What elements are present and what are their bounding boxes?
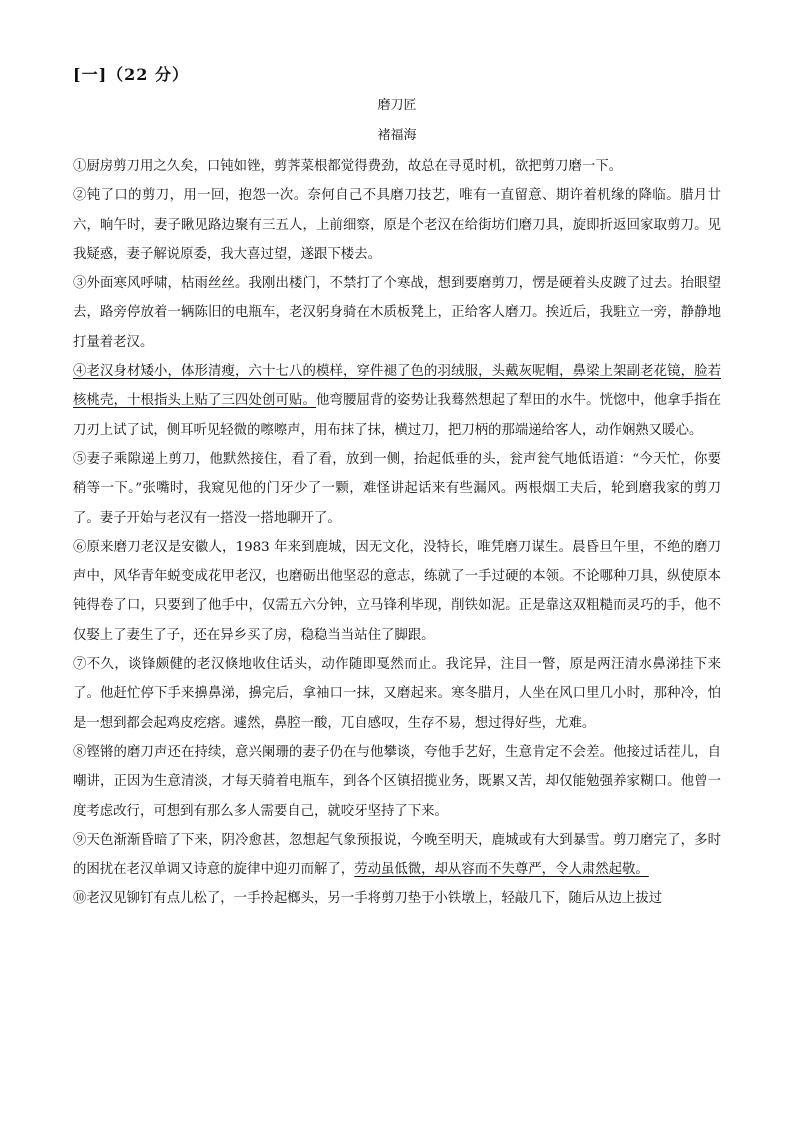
paragraph-1: ①厨房剪刀用之久矣，口钝如锉，剪荠菜根都觉得费劲，故总在寻觅时机，欲把剪刀磨一下。 bbox=[73, 159, 623, 174]
paragraph-2: ②钝了口的剪刀，用一回，抱怨一次。奈何自己不具磨刀技艺，唯有一直留意、期许着机缘的降临。腊月廿六，晌午时，妻子瞅见路边聚有三五人，上前细察，原是个老汉在给街坊们磨刀具，旋即折返回家取剪刀。见我疑惑，妻子解说原委，我大喜过望，遂跟下楼去。 bbox=[73, 188, 721, 262]
underlined-sentence-1: ④老汉身材矮小，体形清瘦，六十七八的模样，穿件褪了色的羽绒服，头戴灰呢帽，鼻梁上架副老花镜，脸若核桃壳，十根指头上贴了三四处创可贴。 bbox=[73, 364, 721, 409]
paragraph-8: ⑧铿锵的磨刀声还在持续，意兴阑珊的妻子仍在与他攀谈，夸他手艺好，生意肯定不会差。他接过话茬儿，自嘲讲，正因为生意清淡，才每天骑着电瓶车，到各个区镇招揽业务，既累又苦，却仅能勉强养家糊口。他曾一度考虑改行，可想到有那么多人需要自己，就咬牙坚持了下来。 bbox=[73, 744, 721, 819]
paragraph-10: ⑩老汉见铆钉有点儿松了，一手拎起榔头，另一手将剪刀垫于小铁墩上，轻敲几下，随后从边上拔过 bbox=[73, 891, 663, 907]
paragraph-6: ⑥原来磨刀老汉是安徽人，1983 年来到鹿城，因无文化，没特长，唯凭磨刀谋生。晨昏旦午里，不绝的磨刀声中，风华青年蜕变成花甲老汉，也磨砺出他坚忍的意志，练就了一手过硬的本领。不论哪种刀具，纵使原本钝得卷了口，只要到了他手中，仅需五六分钟，立马锋利毕现，削铁如泥。正是靠这双粗糙而灵巧的手，他不仅娶上了妻生了子，还在异乡买了房，稳稳当当站住了脚跟。 bbox=[73, 539, 721, 643]
paragraph-7: ⑦不久，谈锋颇健的老汉倏地收住话头，动作随即戛然而止。我诧异，注目一瞥，原是两汪清水鼻涕挂下来了。他赶忙停下手来擤鼻涕，擤完后，拿袖口一抹，又磨起来。寒冬腊月，人坐在风口里几小时，那种冷，怕是一想到都会起鸡皮疙瘩。遽然，鼻腔一酸，兀自感叹，生存不易，想过得好些，尤难。 bbox=[73, 657, 721, 731]
paragraph-9-start: ⑨天色渐渐昏暗了下来，阴冷愈甚，忽想起气象预报说，今晚至明天，鹿城或有大到暴雪。剪刀磨完了，多时的困扰在老汉单调又诗意的旋律中迎刃而解了， bbox=[73, 832, 721, 878]
article-body bbox=[73, 152, 721, 914]
paragraph-9 bbox=[73, 826, 721, 885]
underlined-sentence-2: 劳动虽低微，却从容而不失尊严，令人肃然起敬。 bbox=[354, 862, 649, 878]
paragraph-4 bbox=[73, 357, 721, 445]
paragraph-5: ⑤妻子乘隙递上剪刀，他默然接住，看了看，放到一侧，抬起低垂的头，瓮声瓮气地低语道：“今天忙，你要稍等一下。”张嘴时，我窥见他的门牙少了一颗，难怪讲起话来有些漏风。两根烟工夫后，轮到磨我家的剪刀了。妻子开始与老汉有一搭没一搭地聊开了。 bbox=[73, 451, 721, 526]
section-heading: [一]（22 分） bbox=[73, 65, 189, 84]
paragraph-4-rest: 他弯腰屈背的姿势让我蓦然想起了犁田的水牛。恍惚中，他拿手指在刀刃上试了试，侧耳听见轻微的嚓嚓声，用布抹了抹，横过刀，把刀柄的那端递给客人，动作娴熟又暖心。 bbox=[73, 393, 722, 438]
article-title: 磨刀匠 bbox=[377, 98, 417, 113]
article-author: 褚福海 bbox=[377, 128, 417, 143]
paragraph-3: ③外面寒风呼啸，枯雨丝丝。我刚出楼门，不禁打了个寒战，想到要磨剪刀，愣是硬着头皮踱了过去。抬眼望去，路旁停放着一辆陈旧的电瓶车，老汉躬身骑在木质板凳上，正给客人磨刀。挨近后，我駐立一旁，静静地打量着老汉。 bbox=[73, 276, 721, 350]
